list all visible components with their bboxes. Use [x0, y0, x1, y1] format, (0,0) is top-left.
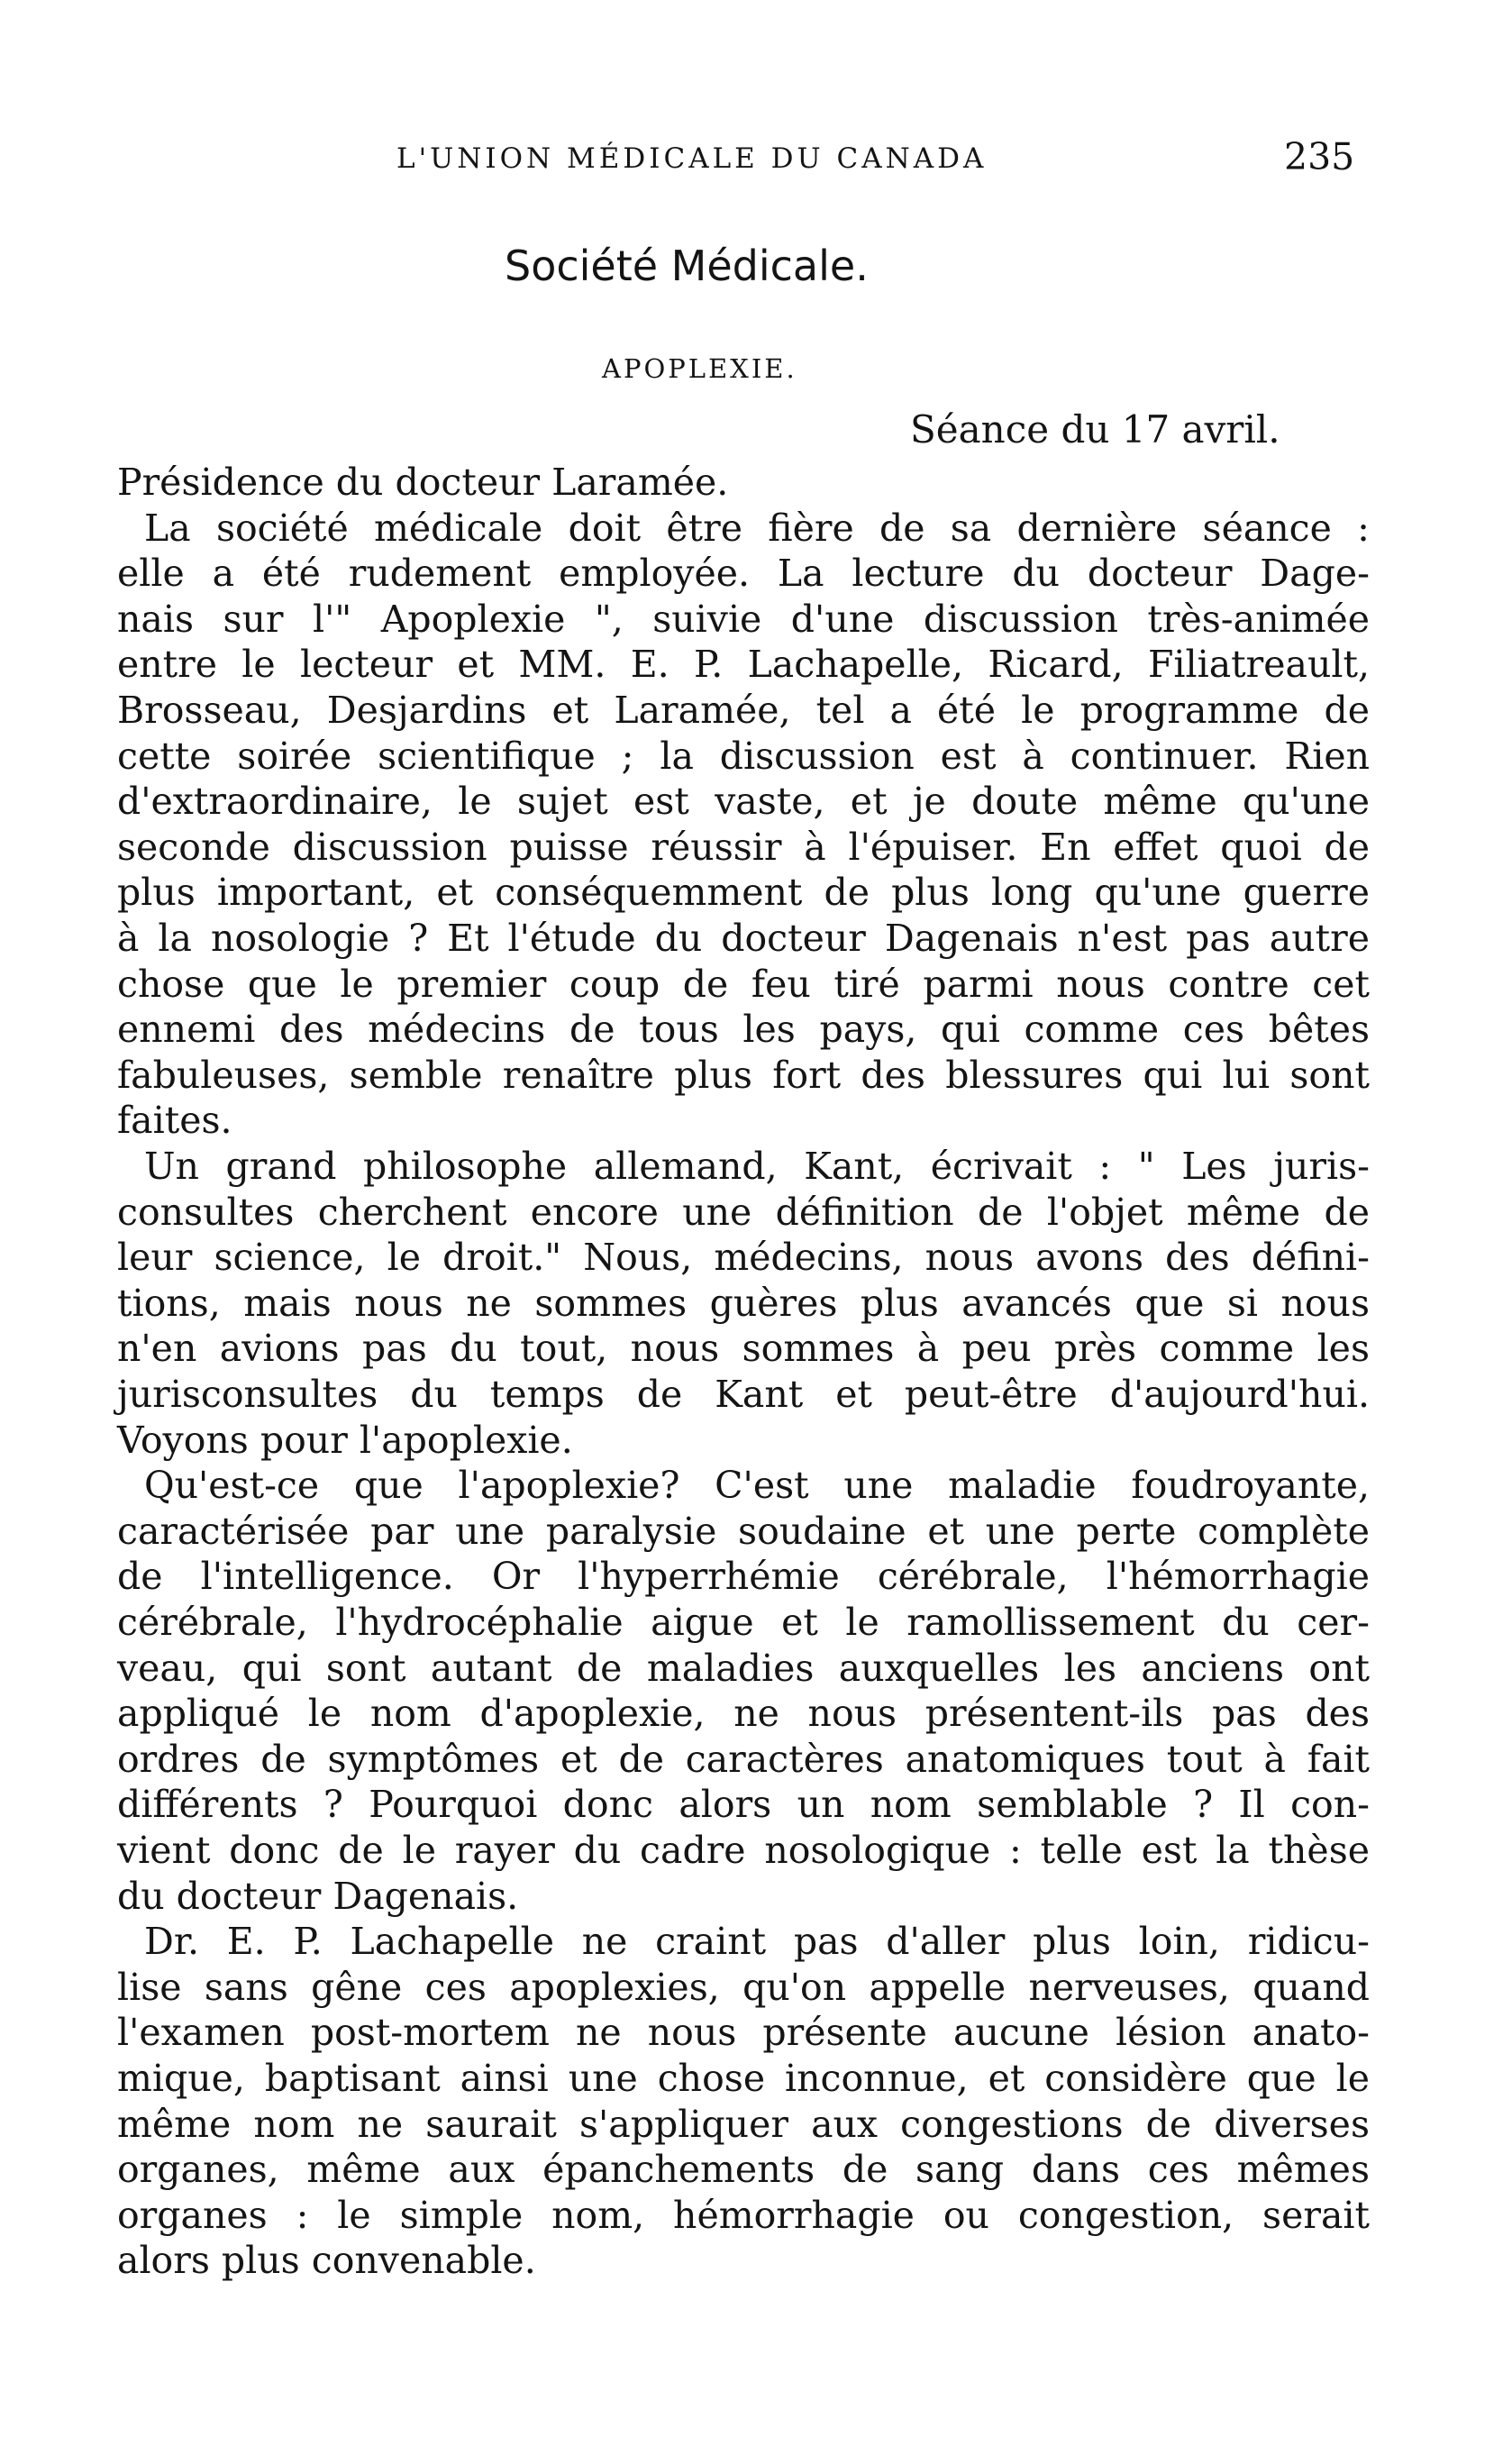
text-line: lise sans gêne ces apoplexies, qu'on appelle nerveuses, quand [117, 1966, 1370, 2009]
text-line: de l'intelligence. Or l'hyperrhémie cérébrale, l'hémorrhagie [117, 1555, 1370, 1598]
text-line: chose que le premier coup de feu tiré parmi nous contre cet [117, 963, 1370, 1006]
text-line: La société médicale doit être fière de sa dernière séance : [144, 507, 1370, 550]
text-line: du docteur Dagenais. [117, 1875, 519, 1918]
text-line: seconde discussion puisse réussir à l'épuiser. En effet quoi de [117, 826, 1370, 869]
text-line: elle a été rudement employée. La lecture du docteur Dage- [117, 552, 1370, 595]
text-line: faites. [117, 1099, 232, 1142]
text-line: Un grand philosophe allemand, Kant, écrivait : " Les juris- [144, 1145, 1370, 1188]
text-line: ordres de symptômes et de caractères anatomiques tout à fait [117, 1738, 1370, 1781]
text-line: Présidence du docteur Laramée. [117, 461, 729, 504]
text-line: organes, même aux épanchements de sang dans ces mêmes [117, 2148, 1370, 2191]
text-line: à la nosologie ? Et l'étude du docteur Dagenais n'est pas autre [117, 917, 1370, 960]
text-line: leur science, le droit." Nous, médecins, nous avons des défini- [117, 1236, 1370, 1279]
text-line: Dr. E. P. Lachapelle ne craint pas d'aller plus loin, ridicu- [144, 1920, 1370, 1963]
text-line: veau, qui sont autant de maladies auxquelles les anciens ont [117, 1647, 1370, 1690]
text-line: même nom ne saurait s'appliquer aux congestions de diverses [117, 2103, 1370, 2146]
text-line: nais sur l'" Apoplexie ", suivie d'une discussion très-animée [117, 598, 1370, 641]
text-line: mique, baptisant ainsi une chose inconnue, et considère que le [117, 2057, 1370, 2100]
text-line: consultes cherchent encore une définition de l'objet même de [117, 1191, 1370, 1234]
text-line: n'en avions pas du tout, nous sommes à peu près comme les [117, 1327, 1370, 1370]
text-line: entre le lecteur et MM. E. P. Lachapelle, Ricard, Filiatreault, [117, 643, 1370, 686]
text-line: cérébrale, l'hydrocéphalie aigue et le ramollissement du cer- [117, 1601, 1370, 1644]
text-line: l'examen post-mortem ne nous présente aucune lésion anato- [117, 2011, 1370, 2054]
text-line: plus important, et conséquemment de plus long qu'une guerre [117, 871, 1370, 914]
text-line: alors plus convenable. [117, 2239, 536, 2282]
text-line: cette soirée scientifique ; la discussion est à continuer. Rien [117, 735, 1370, 778]
page-number: 235 [1284, 135, 1355, 178]
text-line: Qu'est-ce que l'apoplexie? C'est une maladie foudroyante, [144, 1464, 1370, 1507]
text-line: ennemi des médecins de tous les pays, qui comme ces bêtes [117, 1008, 1370, 1051]
section-title: Société Médicale. [505, 242, 869, 290]
text-line: jurisconsultes du temps de Kant et peut-être d'aujourd'hui. [117, 1373, 1370, 1416]
text-line: organes : le simple nom, hémorrhagie ou congestion, serait [117, 2194, 1370, 2237]
text-line: fabuleuses, semble renaître plus fort des blessures qui lui sont [117, 1054, 1370, 1097]
text-line: vient donc de le rayer du cadre nosologique : telle est la thèse [117, 1829, 1370, 1872]
seance-date: Séance du 17 avril. [910, 407, 1280, 452]
text-line: Brosseau, Desjardins et Laramée, tel a été le programme de [117, 689, 1370, 732]
running-head: L'UNION MÉDICALE DU CANADA [396, 142, 988, 175]
text-line: différents ? Pourquoi donc alors un nom semblable ? Il con- [117, 1783, 1370, 1826]
text-line: d'extraordinaire, le sujet est vaste, et je doute même qu'une [117, 780, 1370, 823]
article-subtitle: APOPLEXIE. [602, 353, 797, 384]
text-line: caractérisée par une paralysie soudaine et une perte complète [117, 1510, 1370, 1553]
text-line: appliqué le nom d'apoplexie, ne nous présentent-ils pas des [117, 1692, 1370, 1735]
text-line: tions, mais nous ne sommes guères plus avancés que si nous [117, 1282, 1370, 1325]
text-line: Voyons pour l'apoplexie. [117, 1419, 573, 1462]
